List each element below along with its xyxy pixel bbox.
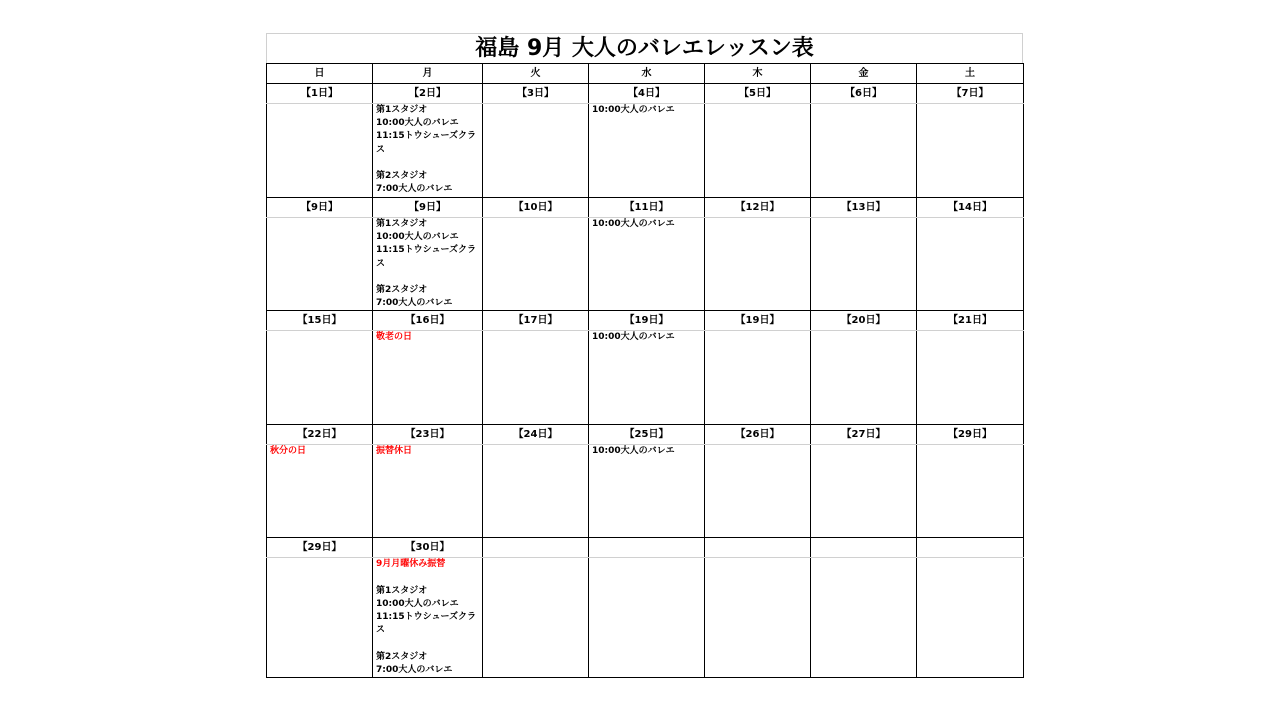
schedule-cell bbox=[483, 104, 589, 198]
holiday-label: 振替休日 bbox=[376, 446, 413, 457]
lesson-line bbox=[373, 638, 482, 651]
lesson-line: 10:00大人のバレエ bbox=[376, 118, 459, 129]
schedule-cell bbox=[811, 558, 917, 678]
schedule-cell bbox=[267, 331, 373, 425]
lesson-line: 10:00大人のバレエ bbox=[376, 232, 459, 243]
schedule-cell bbox=[917, 331, 1024, 425]
schedule-cell bbox=[267, 445, 373, 538]
date-row bbox=[267, 538, 1024, 558]
schedule-cell bbox=[917, 218, 1024, 311]
date-cell: 【9日】 bbox=[373, 198, 483, 218]
lesson-line: 10:00大人のバレエ bbox=[592, 446, 675, 457]
date-cell: 【25日】 bbox=[589, 425, 705, 445]
schedule-cell bbox=[705, 558, 811, 678]
schedule-cell bbox=[589, 331, 705, 425]
date-cell: 【14日】 bbox=[917, 198, 1024, 218]
schedule-cell bbox=[589, 445, 705, 538]
date-cell: 【11日】 bbox=[589, 198, 705, 218]
schedule-cell bbox=[811, 104, 917, 198]
holiday-label: 敬老の日 bbox=[376, 332, 413, 343]
schedule-cell bbox=[483, 445, 589, 538]
schedule-cell bbox=[483, 558, 589, 678]
lesson-line: 7:00大人のバレエ bbox=[376, 298, 453, 309]
date-cell bbox=[811, 538, 917, 558]
schedule-cell bbox=[705, 104, 811, 198]
date-cell: 【9日】 bbox=[267, 198, 373, 218]
date-row bbox=[267, 198, 1024, 218]
schedule-cell bbox=[373, 218, 483, 311]
date-cell: 【27日】 bbox=[811, 425, 917, 445]
date-cell: 【4日】 bbox=[589, 84, 705, 104]
weekday-header: 日 bbox=[267, 64, 373, 84]
schedule-cell bbox=[917, 445, 1024, 538]
schedule-row bbox=[267, 218, 1024, 311]
schedule-cell bbox=[267, 104, 373, 198]
schedule-cell bbox=[811, 218, 917, 311]
date-cell: 【30日】 bbox=[373, 538, 483, 558]
date-row bbox=[267, 84, 1024, 104]
schedule-cell bbox=[373, 558, 483, 678]
date-cell: 【24日】 bbox=[483, 425, 589, 445]
lesson-line: 第2スタジオ bbox=[376, 171, 428, 181]
schedule-cell bbox=[705, 218, 811, 311]
lesson-line: 10:00大人のバレエ bbox=[376, 599, 459, 609]
date-cell: 【29日】 bbox=[917, 425, 1024, 445]
date-cell: 【3日】 bbox=[483, 84, 589, 104]
schedule-cell bbox=[373, 331, 483, 425]
date-cell: 【2日】 bbox=[373, 84, 483, 104]
date-cell bbox=[483, 538, 589, 558]
lesson-line: 11:15トウシューズクラス bbox=[376, 612, 477, 636]
calendar-table bbox=[266, 63, 1024, 678]
date-cell: 【22日】 bbox=[267, 425, 373, 445]
date-cell: 【29日】 bbox=[267, 538, 373, 558]
schedule-row bbox=[267, 104, 1024, 198]
schedule-cell bbox=[811, 331, 917, 425]
holiday-label: 秋分の日 bbox=[270, 446, 307, 457]
schedule-cell bbox=[483, 218, 589, 311]
schedule-cell bbox=[589, 218, 705, 311]
lesson-line: 10:00大人のバレエ bbox=[592, 219, 675, 229]
date-cell bbox=[589, 538, 705, 558]
page-title: 福島 9月 大人のバレエレッスン表 bbox=[266, 33, 1023, 63]
lesson-line: 11:15トウシューズクラス bbox=[376, 131, 477, 155]
lesson-line: 10:00大人のバレエ bbox=[592, 332, 675, 343]
schedule-cell bbox=[373, 104, 483, 198]
schedule-cell bbox=[705, 331, 811, 425]
weekday-header: 水 bbox=[589, 64, 705, 84]
schedule-cell bbox=[373, 445, 483, 538]
lesson-line: 7:00大人のバレエ bbox=[376, 665, 453, 675]
date-cell: 【7日】 bbox=[917, 84, 1024, 104]
date-cell: 【5日】 bbox=[705, 84, 811, 104]
schedule-cell bbox=[811, 445, 917, 538]
schedule-cell bbox=[917, 104, 1024, 198]
schedule-cell bbox=[589, 104, 705, 198]
weekday-header-row bbox=[267, 64, 1024, 84]
lesson-line: 第2スタジオ bbox=[376, 651, 428, 662]
lesson-line: 第1スタジオ bbox=[376, 105, 428, 115]
weekday-header: 月 bbox=[373, 64, 483, 84]
schedule-row bbox=[267, 558, 1024, 678]
schedule-cell bbox=[917, 558, 1024, 678]
schedule-cell bbox=[483, 331, 589, 425]
weekday-header: 木 bbox=[705, 64, 811, 84]
lesson-line bbox=[373, 157, 482, 170]
lesson-line: 第2スタジオ bbox=[376, 285, 428, 295]
schedule-cell bbox=[267, 558, 373, 678]
schedule-cell bbox=[267, 218, 373, 311]
lesson-line: 10:00大人のバレエ bbox=[592, 105, 675, 115]
date-row bbox=[267, 425, 1024, 445]
date-cell: 【19日】 bbox=[705, 311, 811, 331]
date-cell: 【26日】 bbox=[705, 425, 811, 445]
date-cell: 【16日】 bbox=[373, 311, 483, 331]
date-row bbox=[267, 311, 1024, 331]
lesson-line: 第1スタジオ bbox=[376, 585, 428, 596]
date-cell: 【1日】 bbox=[267, 84, 373, 104]
weekday-header: 火 bbox=[483, 64, 589, 84]
lesson-line: 7:00大人のバレエ bbox=[376, 184, 453, 195]
date-cell bbox=[705, 538, 811, 558]
date-cell: 【15日】 bbox=[267, 311, 373, 331]
date-cell: 【19日】 bbox=[589, 311, 705, 331]
schedule-cell bbox=[705, 445, 811, 538]
date-cell bbox=[917, 538, 1024, 558]
date-cell: 【21日】 bbox=[917, 311, 1024, 331]
date-cell: 【10日】 bbox=[483, 198, 589, 218]
date-cell: 【17日】 bbox=[483, 311, 589, 331]
schedule-row bbox=[267, 331, 1024, 425]
lesson-line bbox=[373, 572, 482, 585]
date-cell: 【20日】 bbox=[811, 311, 917, 331]
date-cell: 【6日】 bbox=[811, 84, 917, 104]
schedule-row bbox=[267, 445, 1024, 538]
date-cell: 【13日】 bbox=[811, 198, 917, 218]
holiday-label: 9月月曜休み振替 bbox=[376, 559, 446, 570]
weekday-header: 金 bbox=[811, 64, 917, 84]
date-cell: 【23日】 bbox=[373, 425, 483, 445]
date-cell: 【12日】 bbox=[705, 198, 811, 218]
lesson-line: 11:15トウシューズクラス bbox=[376, 245, 477, 269]
weekday-header: 土 bbox=[917, 64, 1024, 84]
lesson-line: 第1スタジオ bbox=[376, 219, 428, 229]
schedule-cell bbox=[589, 558, 705, 678]
lesson-line bbox=[373, 271, 482, 284]
schedule-sheet bbox=[266, 33, 1023, 678]
